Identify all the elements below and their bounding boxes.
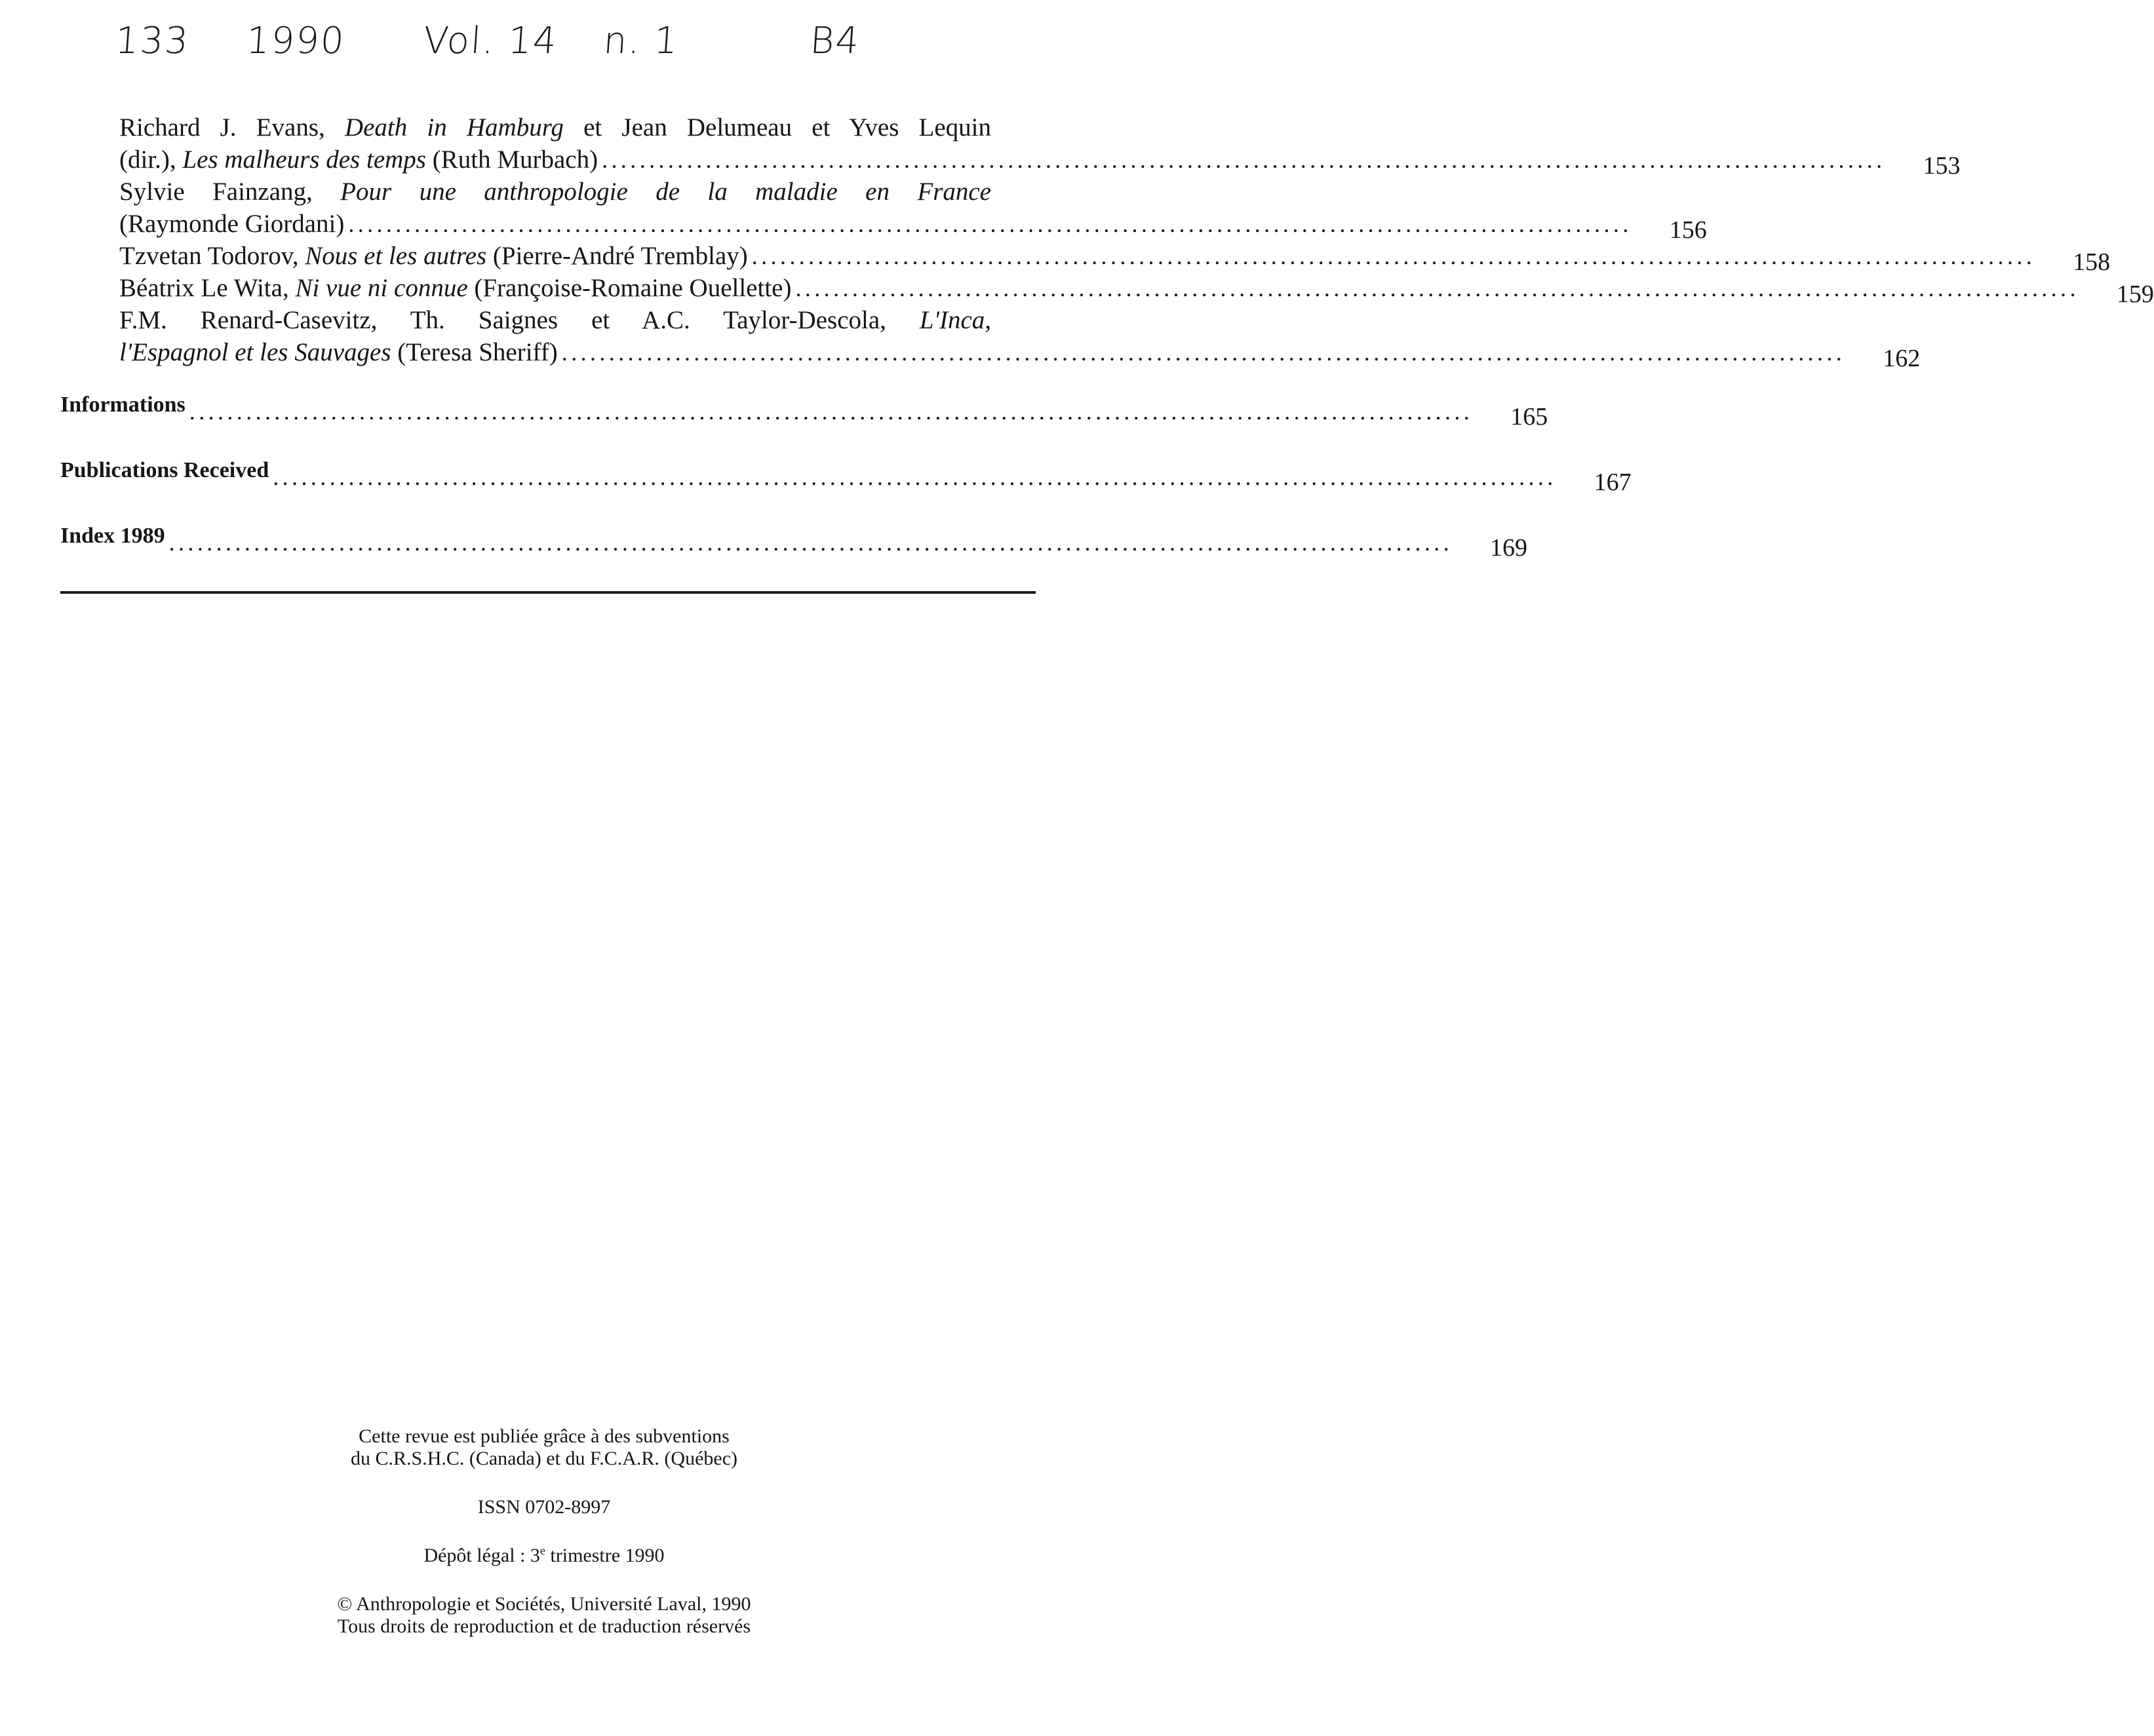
rights-notice: Tous droits de reproduction et de traduction réservés <box>337 1615 751 1637</box>
review-title: Nous et les autres <box>305 242 487 270</box>
review-title: L'Inca, <box>919 306 991 334</box>
review-reviewer: (Ruth Murbach) <box>425 145 598 174</box>
review-entry <box>119 176 1707 244</box>
review-title: Pour une anthropologie de la maladie en France <box>340 178 991 206</box>
review-author: (dir.), <box>119 145 183 174</box>
handwritten-number: n. 1 <box>602 20 680 62</box>
review-author: Sylvie Fainzang, <box>119 178 341 206</box>
page-number: 162 <box>1883 345 1921 372</box>
section-label: Index 1989 <box>60 524 165 548</box>
section-entry-informations <box>60 391 1548 456</box>
handwritten-code: B4 <box>808 20 862 62</box>
section-entry-index <box>60 522 1528 587</box>
review-title: l'Espagnol et les Sauvages <box>119 338 391 366</box>
page-number: 169 <box>1490 534 1528 562</box>
review-line <box>119 208 1707 244</box>
review-line <box>119 272 2154 308</box>
dot-leader: ........................................................................................................................................ <box>189 398 1474 425</box>
issn: ISSN 0702-8997 <box>477 1496 611 1518</box>
review-entry <box>119 304 1921 372</box>
review-line <box>119 240 2111 276</box>
review-line <box>119 336 1921 372</box>
legal-deposit <box>216 1545 872 1567</box>
dot-leader: ........................................................................................................................................ <box>602 147 1886 173</box>
handwritten-volume: Vol. 14 <box>421 20 559 62</box>
handwritten-year: 1990 <box>245 20 347 62</box>
review-reviewer: (Raymonde Giordani) <box>119 210 345 238</box>
page-number: 159 <box>2116 280 2154 308</box>
review-author: F.M. Renard-Casevitz, Th. Saignes et A.C. Taylor-Descola, <box>119 306 920 334</box>
page-number: 158 <box>2073 248 2111 276</box>
funding-line: Cette revue est publiée grâce à des subventions <box>359 1425 730 1447</box>
table-of-contents <box>60 111 2154 587</box>
review-title: Ni vue ni connue <box>295 274 468 302</box>
review-line <box>119 304 991 336</box>
review-reviewer: (Pierre-André Tremblay) <box>486 242 748 270</box>
dot-leader: ........................................................................................................................................ <box>168 530 1453 556</box>
handwritten-ref: 133 <box>113 20 191 62</box>
horizontal-rule <box>60 591 1036 594</box>
page-number: 153 <box>1923 152 1961 180</box>
dot-leader: ........................................................................................................................................ <box>348 211 1632 237</box>
review-title: Les malheurs des temps <box>182 145 426 174</box>
section-label: Informations <box>60 393 186 417</box>
dot-leader: ........................................................................................................................................ <box>273 464 1557 490</box>
legal-deposit-sup: e <box>539 1544 545 1557</box>
section-label: Publications Received <box>60 458 269 482</box>
review-author: Richard J. Evans, <box>119 113 345 142</box>
dot-leader: ........................................................................................................................................ <box>561 339 1846 366</box>
imprint-block <box>216 1425 872 1638</box>
review-line <box>119 111 991 144</box>
legal-deposit-text: Dépôt légal : 3 <box>423 1545 540 1566</box>
funding-line: du C.R.S.H.C. (Canada) et du F.C.A.R. (Québec) <box>350 1448 738 1469</box>
review-entry <box>119 272 2154 308</box>
review-entry <box>119 111 1961 180</box>
review-entry <box>119 240 2111 276</box>
review-reviewer: (Teresa Sheriff) <box>391 338 558 366</box>
page-number: 167 <box>1594 469 1632 496</box>
dot-leader: ........................................................................................................................................ <box>751 243 2036 269</box>
review-author: Tzvetan Todorov, <box>119 242 305 270</box>
handwritten-annotation <box>113 20 903 79</box>
page-number: 156 <box>1669 216 1707 244</box>
page-number: 165 <box>1510 403 1548 431</box>
review-title: Death in Hamburg <box>344 113 564 142</box>
legal-deposit-text: trimestre 1990 <box>545 1545 665 1566</box>
review-reviewer: (Françoise-Romaine Ouellette) <box>467 274 792 302</box>
review-line <box>119 144 1961 180</box>
review-author: et Jean Delumeau et Yves Lequin <box>563 113 991 142</box>
copyright: © Anthropologie et Sociétés, Université Laval, 1990 <box>337 1593 751 1615</box>
section-entry-publications <box>60 456 1632 522</box>
review-author: Béatrix Le Wita, <box>119 274 296 302</box>
dot-leader: ........................................................................................................................................ <box>795 275 2079 301</box>
review-line <box>119 176 991 208</box>
